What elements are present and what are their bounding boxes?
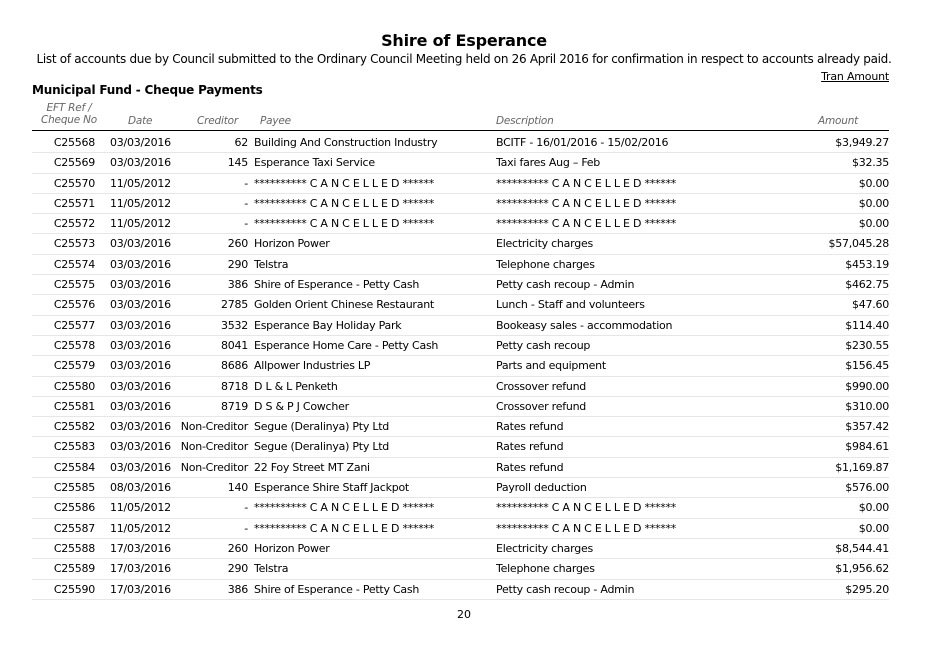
- creditor-id: -: [244, 196, 248, 210]
- table-row: [0, 194, 928, 214]
- cheque-number: C25577: [53, 318, 95, 332]
- payee-name: Esperance Shire Staff Jackpot: [254, 481, 409, 495]
- table-row: [0, 437, 928, 457]
- creditor-id: -: [244, 521, 248, 535]
- payee-name: Esperance Taxi Service: [254, 156, 375, 170]
- payment-date: 11/05/2012: [110, 521, 171, 535]
- payment-description: Telephone charges: [496, 257, 595, 271]
- table-row: [0, 478, 928, 498]
- payment-date: 03/03/2016: [110, 460, 171, 474]
- table-row: [0, 133, 928, 153]
- payee-name: Segue (Deralinya) Pty Ltd: [254, 420, 390, 434]
- table-row: [0, 214, 928, 234]
- creditor-id: 8041: [221, 338, 248, 352]
- cheque-number: C25578: [53, 338, 95, 352]
- cheque-number: C25589: [53, 562, 95, 576]
- column-header-ref-line2: Cheque No: [40, 114, 98, 126]
- payee-name: D L & L Penketh: [254, 379, 338, 393]
- column-header-ref-line1: EFT Ref /: [46, 102, 92, 114]
- cheque-number: C25584: [53, 460, 95, 474]
- payment-description: Electricity charges: [496, 541, 593, 555]
- table-row: [0, 295, 928, 315]
- payment-date: 03/03/2016: [110, 399, 171, 413]
- cheque-number: C25582: [53, 420, 95, 434]
- cheque-number: C25588: [53, 541, 95, 555]
- payment-amount: $295.20: [845, 582, 889, 596]
- table-row: [0, 539, 928, 559]
- payment-amount: $0.00: [858, 176, 889, 190]
- payment-description: Rates refund: [496, 440, 564, 454]
- payment-amount: $453.19: [845, 257, 889, 271]
- tran-amount-label: Tran Amount: [821, 70, 889, 83]
- creditor-id: -: [244, 501, 248, 515]
- creditor-id: -: [244, 217, 248, 231]
- payee-name: Esperance Home Care - Petty Cash: [254, 338, 439, 352]
- payee-name: Horizon Power: [254, 237, 330, 251]
- table-row: [0, 417, 928, 437]
- table-row: [0, 458, 928, 478]
- payment-date: 03/03/2016: [110, 278, 171, 292]
- payment-date: 03/03/2016: [110, 440, 171, 454]
- payment-description: Bookeasy sales - accommodation: [496, 318, 673, 332]
- creditor-id: Non-Creditor: [180, 460, 248, 474]
- payment-description: Telephone charges: [496, 562, 595, 576]
- payment-date: 17/03/2016: [110, 541, 171, 555]
- payment-description: ********** C A N C E L L E D ******: [496, 196, 676, 210]
- payment-description: Lunch - Staff and volunteers: [496, 298, 645, 312]
- cheque-number: C25585: [53, 481, 95, 495]
- payment-date: 03/03/2016: [110, 338, 171, 352]
- table-row: [0, 519, 928, 539]
- payee-name: Allpower Industries LP: [254, 359, 371, 373]
- column-header-date: Date: [128, 115, 153, 127]
- header-divider: [32, 130, 889, 131]
- cheque-number: C25579: [53, 359, 95, 373]
- column-header-ref: [34, 102, 104, 126]
- column-header-creditor: Creditor: [197, 115, 238, 127]
- table-row: [0, 356, 928, 376]
- payment-date: 11/05/2012: [110, 501, 171, 515]
- payment-date: 17/03/2016: [110, 582, 171, 596]
- payment-amount: $0.00: [858, 501, 889, 515]
- payment-date: 03/03/2016: [110, 379, 171, 393]
- payment-date: 03/03/2016: [110, 420, 171, 434]
- payee-name: Telstra: [254, 562, 289, 576]
- creditor-id: 8719: [221, 399, 248, 413]
- payment-description: Rates refund: [496, 420, 564, 434]
- payment-date: 08/03/2016: [110, 481, 171, 495]
- payee-name: ********** C A N C E L L E D ******: [254, 217, 434, 231]
- payment-amount: $0.00: [858, 217, 889, 231]
- payment-amount: $32.35: [852, 156, 889, 170]
- cheque-number: C25571: [53, 196, 95, 210]
- table-row: [0, 275, 928, 295]
- payments-table: [0, 133, 928, 600]
- creditor-id: 8686: [221, 359, 248, 373]
- column-header-amount: Amount: [818, 115, 859, 127]
- creditor-id: 260: [227, 541, 248, 555]
- payment-amount: $462.75: [845, 278, 889, 292]
- payee-name: ********** C A N C E L L E D ******: [254, 176, 434, 190]
- payment-amount: $230.55: [845, 338, 889, 352]
- payment-date: 03/03/2016: [110, 359, 171, 373]
- payment-amount: $1,169.87: [835, 460, 889, 474]
- payment-amount: $3,949.27: [835, 136, 889, 149]
- table-row: [0, 234, 928, 254]
- payment-amount: $0.00: [858, 196, 889, 210]
- payment-amount: $156.45: [845, 359, 889, 373]
- payment-description: Petty cash recoup - Admin: [496, 278, 635, 292]
- payment-date: 17/03/2016: [110, 562, 171, 576]
- creditor-id: 386: [227, 278, 248, 292]
- creditor-id: 140: [227, 481, 248, 495]
- payment-description: Crossover refund: [496, 379, 587, 393]
- payment-amount: $357.42: [845, 420, 889, 434]
- creditor-id: 290: [227, 257, 248, 271]
- creditor-id: 145: [227, 156, 248, 170]
- table-row: [0, 498, 928, 518]
- creditor-id: 8718: [221, 379, 248, 393]
- payment-description: BCITF - 16/01/2016 - 15/02/2016: [496, 136, 669, 149]
- table-row: [0, 174, 928, 194]
- payee-name: 22 Foy Street MT Zani: [254, 460, 370, 474]
- cheque-number: C25570: [53, 176, 95, 190]
- creditor-id: 2785: [221, 298, 248, 312]
- cheque-number: C25586: [53, 501, 95, 515]
- table-row: [0, 336, 928, 356]
- document-title: Shire of Esperance: [381, 31, 547, 50]
- payment-date: 11/05/2012: [110, 217, 171, 231]
- payment-date: 03/03/2016: [110, 298, 171, 312]
- creditor-id: Non-Creditor: [180, 440, 248, 454]
- cheque-number: C25569: [53, 156, 95, 170]
- payment-date: 03/03/2016: [110, 136, 171, 149]
- payment-date: 03/03/2016: [110, 257, 171, 271]
- cheque-number: C25590: [53, 582, 95, 596]
- payment-amount: $57,045.28: [828, 237, 889, 251]
- payment-amount: $8,544.41: [835, 541, 889, 555]
- payee-name: Esperance Bay Holiday Park: [254, 318, 402, 332]
- cheque-number: C25572: [53, 217, 95, 231]
- payment-description: ********** C A N C E L L E D ******: [496, 521, 676, 535]
- creditor-id: 3532: [221, 318, 248, 332]
- payment-description: Rates refund: [496, 460, 564, 474]
- payment-description: Electricity charges: [496, 237, 593, 251]
- cheque-number: C25580: [53, 379, 95, 393]
- payment-description: ********** C A N C E L L E D ******: [496, 217, 676, 231]
- cheque-number: C25574: [53, 257, 95, 271]
- table-row: [0, 316, 928, 336]
- payment-amount: $990.00: [845, 379, 889, 393]
- cheque-number: C25587: [53, 521, 95, 535]
- payment-description: Payroll deduction: [496, 481, 587, 495]
- payment-description: Parts and equipment: [496, 359, 606, 373]
- column-header-payee: Payee: [260, 115, 291, 127]
- payment-description: Petty cash recoup - Admin: [496, 582, 635, 596]
- payee-name: Shire of Esperance - Petty Cash: [254, 582, 420, 596]
- payee-name: ********** C A N C E L L E D ******: [254, 521, 434, 535]
- cheque-number: C25568: [53, 136, 95, 149]
- table-row: [0, 559, 928, 579]
- cheque-number: C25573: [53, 237, 95, 251]
- payment-description: ********** C A N C E L L E D ******: [496, 501, 676, 515]
- creditor-id: -: [244, 176, 248, 190]
- page-number: 20: [457, 608, 471, 621]
- payment-date: 03/03/2016: [110, 156, 171, 170]
- payment-amount: $114.40: [845, 318, 889, 332]
- cheque-number: C25575: [53, 278, 95, 292]
- payment-date: 11/05/2012: [110, 196, 171, 210]
- table-row: [0, 255, 928, 275]
- table-row: [0, 377, 928, 397]
- payment-date: 03/03/2016: [110, 237, 171, 251]
- table-row: [0, 580, 928, 600]
- creditor-id: Non-Creditor: [180, 420, 248, 434]
- payee-name: Telstra: [254, 257, 289, 271]
- payment-amount: $984.61: [845, 440, 889, 454]
- section-title: Municipal Fund - Cheque Payments: [32, 83, 263, 97]
- creditor-id: 62: [234, 136, 248, 149]
- payee-name: Shire of Esperance - Petty Cash: [254, 278, 420, 292]
- payment-amount: $310.00: [845, 399, 889, 413]
- creditor-id: 386: [227, 582, 248, 596]
- payment-amount: $1,956.62: [835, 562, 889, 576]
- payee-name: Golden Orient Chinese Restaurant: [254, 298, 434, 312]
- payee-name: Horizon Power: [254, 541, 330, 555]
- payee-name: ********** C A N C E L L E D ******: [254, 196, 434, 210]
- creditor-id: 290: [227, 562, 248, 576]
- payment-date: 11/05/2012: [110, 176, 171, 190]
- cheque-number: C25581: [53, 399, 95, 413]
- payment-amount: $0.00: [858, 521, 889, 535]
- payment-description: Taxi fares Aug – Feb: [496, 156, 601, 170]
- payment-description: ********** C A N C E L L E D ******: [496, 176, 676, 190]
- payment-description: Petty cash recoup: [496, 338, 591, 352]
- cheque-number: C25576: [53, 298, 95, 312]
- payee-name: Segue (Deralinya) Pty Ltd: [254, 440, 390, 454]
- payee-name: ********** C A N C E L L E D ******: [254, 501, 434, 515]
- payment-amount: $576.00: [845, 481, 889, 495]
- cheque-number: C25583: [53, 440, 95, 454]
- document-subtitle: List of accounts due by Council submitted to the Ordinary Council Meeting held on 26 April 2016 for confirmation in respect to accounts already paid.: [36, 52, 892, 66]
- payment-amount: $47.60: [852, 298, 889, 312]
- payment-description: Crossover refund: [496, 399, 587, 413]
- table-row: [0, 153, 928, 173]
- column-header-description: Description: [496, 115, 554, 127]
- payee-name: D S & P J Cowcher: [254, 399, 349, 413]
- creditor-id: 260: [227, 237, 248, 251]
- table-row: [0, 397, 928, 417]
- payment-date: 03/03/2016: [110, 318, 171, 332]
- payee-name: Building And Construction Industry: [254, 136, 438, 149]
